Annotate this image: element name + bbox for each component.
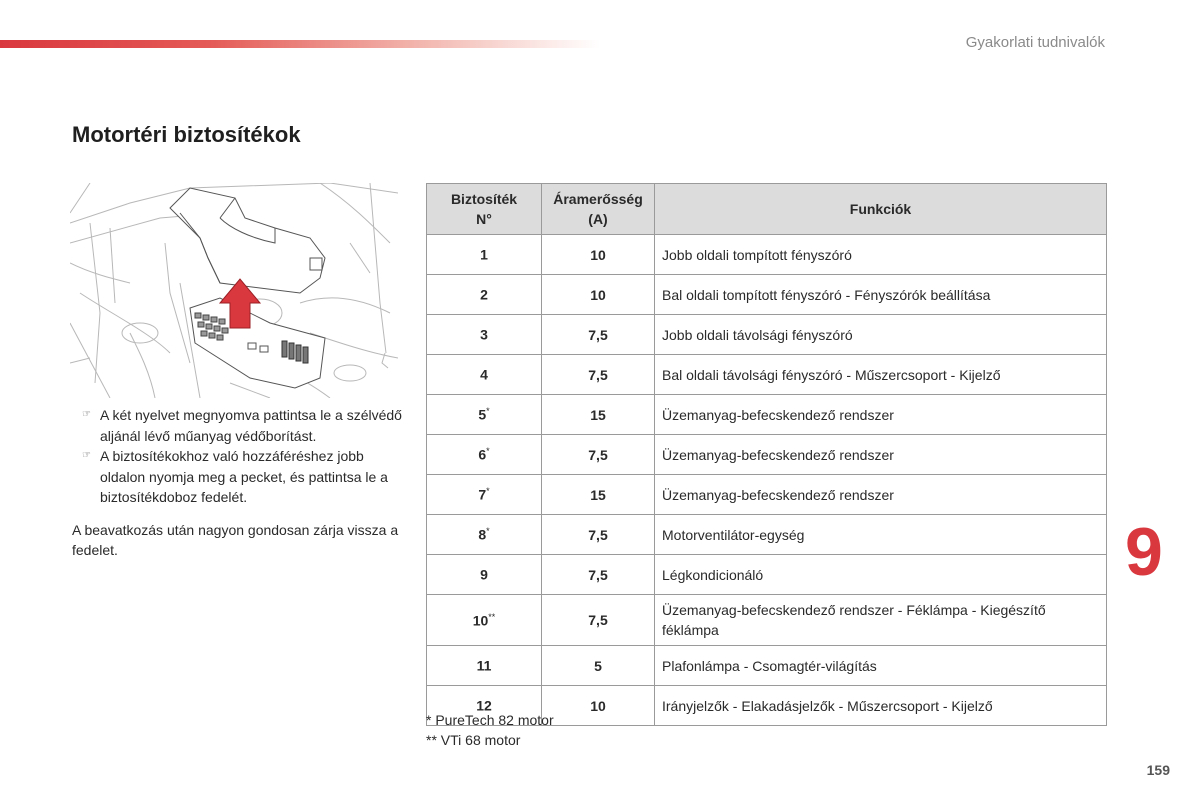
fuse-number: 6 bbox=[478, 446, 487, 463]
function-cell: Jobb oldali távolsági fényszóró bbox=[655, 315, 1107, 355]
fuse-number: 10 bbox=[472, 612, 489, 629]
footnote-mark: * bbox=[486, 446, 490, 457]
fuse-number: 12 bbox=[476, 697, 492, 714]
column-header-amperage bbox=[542, 184, 655, 235]
fuse-number-cell bbox=[427, 235, 542, 275]
table-row bbox=[427, 555, 1107, 595]
function-cell: Jobb oldali tompított fényszóró bbox=[655, 235, 1107, 275]
header-accent-bar bbox=[0, 40, 600, 48]
amperage-cell: 7,5 bbox=[542, 435, 655, 475]
amperage-cell: 10 bbox=[542, 686, 655, 726]
instruction-step bbox=[72, 446, 402, 508]
pointing-hand-icon: ☞ bbox=[82, 450, 91, 461]
header-text: Áramerősség bbox=[553, 191, 643, 207]
instruction-text: A biztosítékokhoz való hozzáféréshez jobb oldalon nyomja meg a pecket, és pattintsa le a biztosítékdoboz fedelét. bbox=[100, 448, 388, 505]
fuse-number: 2 bbox=[480, 286, 488, 303]
amperage-cell: 10 bbox=[542, 235, 655, 275]
fuse-number-cell bbox=[427, 275, 542, 315]
table-row bbox=[427, 275, 1107, 315]
amperage-cell: 15 bbox=[542, 395, 655, 435]
function-cell: Üzemanyag-befecskendező rendszer bbox=[655, 475, 1107, 515]
header-text: (A) bbox=[588, 211, 608, 227]
amperage-cell: 7,5 bbox=[542, 595, 655, 646]
footnote: ** VTi 68 motor bbox=[426, 732, 521, 748]
function-cell: Üzemanyag-befecskendező rendszer bbox=[655, 395, 1107, 435]
table-row bbox=[427, 475, 1107, 515]
function-cell: Bal oldali tompított fényszóró - Fényszórók beállítása bbox=[655, 275, 1107, 315]
footnote-mark: * bbox=[486, 486, 490, 497]
fuse-number-cell bbox=[427, 555, 542, 595]
function-cell: Motorventilátor-egység bbox=[655, 515, 1107, 555]
fuse-number-cell bbox=[427, 435, 542, 475]
function-cell: Légkondicionáló bbox=[655, 555, 1107, 595]
footnote-mark: ** bbox=[488, 611, 496, 622]
fuse-number: 3 bbox=[480, 326, 488, 343]
table-row bbox=[427, 355, 1107, 395]
fuse-number: 7 bbox=[478, 486, 487, 503]
fuse-number: 5 bbox=[478, 406, 487, 423]
table-row bbox=[427, 315, 1107, 355]
fuse-box-illustration bbox=[70, 183, 398, 398]
instruction-step bbox=[72, 405, 402, 446]
table-row bbox=[427, 435, 1107, 475]
footnote-mark: * bbox=[486, 406, 490, 417]
header-text: N° bbox=[476, 211, 492, 227]
function-cell: Plafonlámpa - Csomagtér-világítás bbox=[655, 646, 1107, 686]
instruction-text: A két nyelvet megnyomva pattintsa le a szélvédő aljánál lévő műanyag védőborítást. bbox=[100, 407, 402, 444]
fuse-number: 11 bbox=[476, 657, 492, 674]
fuse-number-cell bbox=[427, 515, 542, 555]
section-title: Gyakorlati tudnivalók bbox=[965, 34, 1105, 51]
amperage-cell: 7,5 bbox=[542, 315, 655, 355]
column-header-function: Funkciók bbox=[655, 184, 1107, 235]
function-cell: Üzemanyag-befecskendező rendszer bbox=[655, 435, 1107, 475]
table-row bbox=[427, 595, 1107, 646]
amperage-cell: 5 bbox=[542, 646, 655, 686]
instructions bbox=[72, 405, 402, 575]
amperage-cell: 15 bbox=[542, 475, 655, 515]
fuse-number-cell bbox=[427, 646, 542, 686]
fuse-number-cell bbox=[427, 355, 542, 395]
fuse-number-cell bbox=[427, 315, 542, 355]
page-title: Motortéri biztosítékok bbox=[72, 122, 301, 147]
footnote: * PureTech 82 motor bbox=[426, 712, 554, 728]
fuse-number: 1 bbox=[480, 246, 488, 263]
pointing-hand-icon: ☞ bbox=[82, 409, 91, 420]
table-row bbox=[427, 395, 1107, 435]
amperage-cell: 7,5 bbox=[542, 355, 655, 395]
amperage-cell: 7,5 bbox=[542, 515, 655, 555]
fuse-number: 4 bbox=[480, 366, 488, 383]
amperage-cell: 10 bbox=[542, 275, 655, 315]
fuse-number: 9 bbox=[480, 566, 488, 583]
amperage-cell: 7,5 bbox=[542, 555, 655, 595]
column-header-fuse-number bbox=[427, 184, 542, 235]
page-number: 159 bbox=[1146, 762, 1170, 778]
table-header-row bbox=[427, 184, 1107, 235]
table-row bbox=[427, 235, 1107, 275]
header-text: Biztosíték bbox=[450, 191, 518, 207]
table-row bbox=[427, 515, 1107, 555]
closing-note: A beavatkozás után nagyon gondosan zárja vissza a fedelet. bbox=[72, 521, 399, 558]
fuse-number-cell bbox=[427, 595, 542, 646]
fuse-number: 8 bbox=[478, 526, 487, 543]
footnotes bbox=[426, 710, 554, 750]
function-cell: Üzemanyag-befecskendező rendszer - Féklámpa - Kiegészítő féklámpa bbox=[655, 595, 1107, 646]
function-cell: Irányjelzők - Elakadásjelzők - Műszercsoport - Kijelző bbox=[655, 686, 1107, 726]
function-cell: Bal oldali távolsági fényszóró - Műszercsoport - Kijelző bbox=[655, 355, 1107, 395]
footnote-mark: * bbox=[486, 526, 490, 537]
chapter-number: 9 bbox=[1125, 514, 1163, 590]
fuse-number-cell bbox=[427, 475, 542, 515]
fuse-number-cell bbox=[427, 395, 542, 435]
fuse-table bbox=[426, 183, 1107, 726]
table-row bbox=[427, 646, 1107, 686]
